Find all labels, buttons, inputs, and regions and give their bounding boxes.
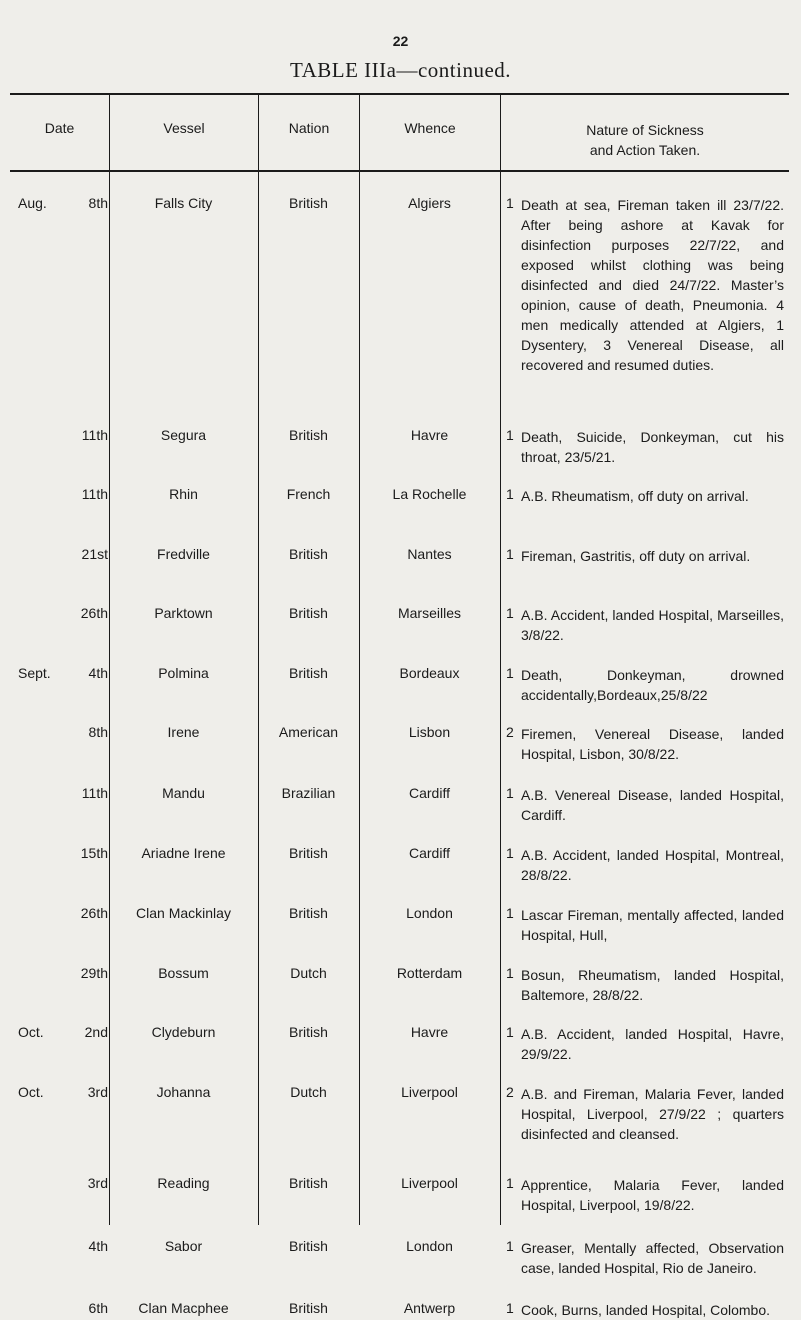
case-count: 1 bbox=[506, 486, 514, 502]
sickness-nature: A.B. Accident, landed Hospital, Montreal, 28/8/22. bbox=[521, 847, 784, 883]
case-count: 1 bbox=[506, 605, 514, 621]
port-whence: Bordeaux bbox=[399, 665, 460, 681]
port-whence: Liverpool bbox=[401, 1084, 458, 1100]
case-count: 1 bbox=[506, 785, 514, 801]
case-count: 1 bbox=[506, 905, 514, 921]
sickness-nature: Cook, Burns, landed Hospital, Colombo. bbox=[521, 1302, 771, 1318]
vessel-name: Rhin bbox=[169, 486, 198, 502]
sickness-nature: Apprentice, Malaria Fever, landed Hospital, Liverpool, 19/8/22. bbox=[521, 1177, 784, 1213]
column-divider bbox=[359, 93, 360, 1225]
vessel-nation: British bbox=[289, 1024, 328, 1040]
page-number: 22 bbox=[392, 33, 409, 49]
sickness-nature: A.B. and Fireman, Malaria Fever, landed Hospital, Liverpool, 27/9/22 ; quarters disinfected and cleansed. bbox=[521, 1086, 784, 1142]
vessel-nation: Dutch bbox=[290, 1084, 327, 1100]
case-count: 2 bbox=[506, 1084, 514, 1100]
header-bottom-rule bbox=[10, 170, 789, 172]
sickness-nature: A.B. Venereal Disease, landed Hospital, Cardiff. bbox=[521, 787, 784, 823]
column-divider bbox=[258, 93, 259, 1225]
header-whence: Whence bbox=[404, 120, 456, 136]
vessel-nation: British bbox=[289, 1175, 328, 1191]
port-whence: Marseilles bbox=[397, 605, 461, 621]
date-day: 4th bbox=[88, 1238, 108, 1254]
date-day: 26th bbox=[80, 905, 108, 921]
port-whence: Cardiff bbox=[409, 845, 450, 861]
vessel-name: Parktown bbox=[154, 605, 213, 621]
port-whence: Havre bbox=[410, 427, 449, 443]
port-whence: Nantes bbox=[407, 546, 452, 562]
header-vessel: Vessel bbox=[163, 120, 205, 136]
port-whence: La Rochelle bbox=[392, 486, 467, 502]
sickness-nature: A.B. Accident, landed Hospital, Marseilles, 3/8/22. bbox=[521, 607, 784, 643]
case-count: 1 bbox=[506, 665, 514, 681]
vessel-name: Polmina bbox=[158, 665, 209, 681]
date-month: Oct. bbox=[18, 1084, 44, 1100]
date-day: 29th bbox=[80, 965, 108, 981]
vessel-nation: British bbox=[289, 195, 328, 211]
sickness-nature: Death, Suicide, Donkeyman, cut his throat, 23/5/21. bbox=[521, 429, 784, 465]
table-title: TABLE IIIa—continued. bbox=[289, 58, 512, 82]
sickness-nature: Lascar Fireman, mentally affected, landed Hospital, Hull, bbox=[521, 907, 784, 943]
vessel-name: Irene bbox=[167, 724, 200, 740]
vessel-name: Falls City bbox=[154, 195, 213, 211]
vessel-nation: British bbox=[289, 1238, 328, 1254]
column-divider bbox=[500, 93, 501, 1225]
port-whence: Cardiff bbox=[409, 785, 450, 801]
port-whence: Lisbon bbox=[408, 724, 451, 740]
port-whence: London bbox=[406, 1238, 453, 1254]
case-count: 1 bbox=[506, 1300, 514, 1316]
vessel-nation: Dutch bbox=[290, 965, 327, 981]
table-top-rule bbox=[10, 93, 789, 95]
vessel-name: Reading bbox=[157, 1175, 210, 1191]
vessel-nation: British bbox=[289, 845, 328, 861]
case-count: 1 bbox=[506, 195, 514, 211]
vessel-name: Mandu bbox=[162, 785, 205, 801]
case-count: 1 bbox=[506, 845, 514, 861]
vessel-name: Fredville bbox=[157, 546, 210, 562]
date-day: 6th bbox=[88, 1300, 108, 1316]
vessel-name: Clydeburn bbox=[151, 1024, 216, 1040]
header-nature-line2: and Action Taken. bbox=[589, 142, 701, 158]
case-count: 1 bbox=[506, 1238, 514, 1254]
date-day: 26th bbox=[80, 605, 108, 621]
date-day: 15th bbox=[80, 845, 108, 861]
vessel-name: Bossum bbox=[158, 965, 209, 981]
vessel-nation: Brazilian bbox=[281, 785, 336, 801]
date-day: 3rd bbox=[87, 1175, 108, 1191]
header-date: Date bbox=[44, 120, 75, 136]
sickness-nature: Greaser, Mentally affected, Observation case, landed Hospital, Rio de Janeiro. bbox=[521, 1240, 784, 1276]
case-count: 1 bbox=[506, 546, 514, 562]
date-day: 8th bbox=[88, 724, 108, 740]
date-day: 4th bbox=[88, 665, 108, 681]
vessel-nation: British bbox=[289, 665, 328, 681]
vessel-nation: British bbox=[289, 605, 328, 621]
port-whence: Havre bbox=[410, 1024, 449, 1040]
date-day: 21st bbox=[81, 546, 108, 562]
date-day: 2nd bbox=[84, 1024, 108, 1040]
header-nation: Nation bbox=[288, 120, 330, 136]
date-month: Aug. bbox=[18, 195, 47, 211]
port-whence: Rotterdam bbox=[396, 965, 463, 981]
vessel-nation: British bbox=[289, 905, 328, 921]
vessel-name: Sabor bbox=[164, 1238, 203, 1254]
date-day: 11th bbox=[81, 427, 108, 443]
date-day: 3rd bbox=[87, 1084, 108, 1100]
vessel-nation: American bbox=[278, 724, 339, 740]
column-divider bbox=[109, 93, 110, 1225]
date-day: 8th bbox=[88, 195, 108, 211]
vessel-name: Clan Macphee bbox=[138, 1300, 229, 1316]
date-month: Oct. bbox=[18, 1024, 44, 1040]
case-count: 1 bbox=[506, 1175, 514, 1191]
case-count: 1 bbox=[506, 965, 514, 981]
vessel-name: Clan Mackinlay bbox=[136, 905, 231, 921]
vessel-nation: British bbox=[289, 427, 328, 443]
port-whence: London bbox=[406, 905, 453, 921]
case-count: 1 bbox=[506, 427, 514, 443]
port-whence: Antwerp bbox=[403, 1300, 456, 1316]
vessel-name: Johanna bbox=[156, 1084, 211, 1100]
sickness-nature: Death, Donkeyman, drowned accidentally,Bordeaux,25/8/22 bbox=[521, 667, 784, 703]
case-count: 1 bbox=[506, 1024, 514, 1040]
sickness-nature: Fireman, Gastritis, off duty on arrival. bbox=[521, 548, 751, 564]
case-count: 2 bbox=[506, 724, 514, 740]
date-day: 11th bbox=[81, 785, 108, 801]
vessel-nation: British bbox=[289, 1300, 328, 1316]
sickness-nature: A.B. Accident, landed Hospital, Havre, 29/9/22. bbox=[521, 1026, 784, 1062]
header-nature bbox=[501, 120, 789, 160]
sickness-nature: A.B. Rheumatism, off duty on arrival. bbox=[521, 488, 749, 504]
vessel-name: Segura bbox=[160, 427, 207, 443]
port-whence: Algiers bbox=[408, 195, 451, 211]
vessel-nation: British bbox=[289, 546, 328, 562]
date-month: Sept. bbox=[18, 665, 51, 681]
sickness-nature: Bosun, Rheumatism, landed Hospital, Baltemore, 28/8/22. bbox=[521, 967, 784, 1003]
sickness-nature: Firemen, Venereal Disease, landed Hospital, Lisbon, 30/8/22. bbox=[521, 726, 784, 762]
vessel-name: Ariadne Irene bbox=[141, 845, 226, 861]
header-nature-line1: Nature of Sickness bbox=[586, 122, 704, 138]
date-day: 11th bbox=[81, 486, 108, 502]
vessel-nation: French bbox=[286, 486, 331, 502]
port-whence: Liverpool bbox=[401, 1175, 458, 1191]
sickness-nature: Death at sea, Fireman taken ill 23/7/22. After being ashore at Kavak for disinfection purposes 22/7/22, and exposed whilst clothing was being disinfected and died 24/7/22. Master’s opinion, cause of death, Pneumonia. 4 men medically attended at Algiers, 1 Dysentery, 3 Venereal Disease, all recovered and resumed duties. bbox=[521, 197, 784, 373]
